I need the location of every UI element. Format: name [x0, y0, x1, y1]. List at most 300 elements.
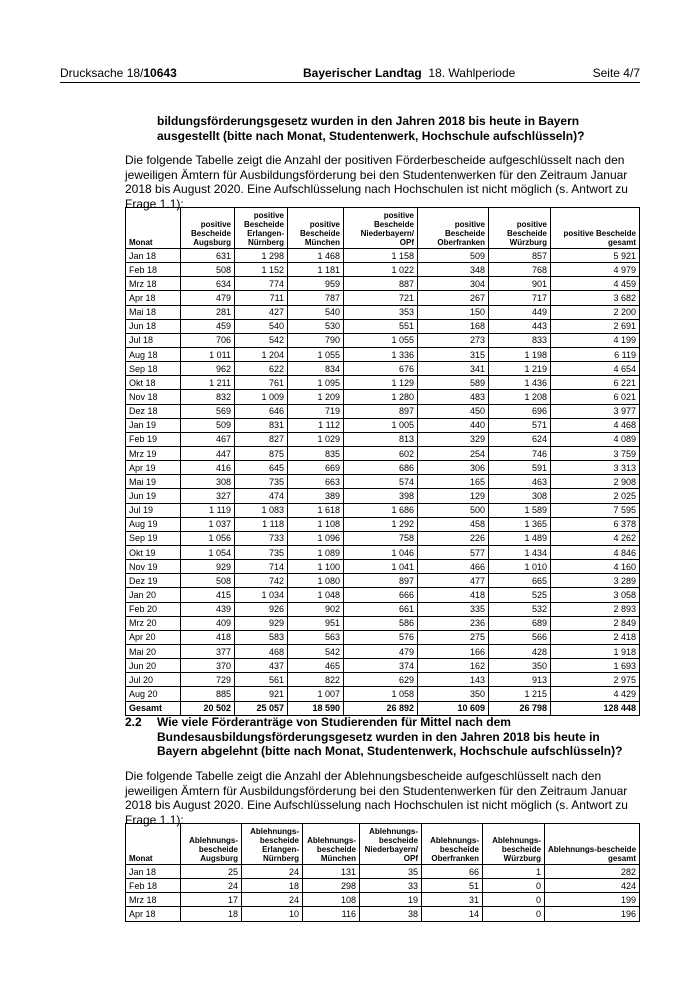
value-cell: 4 262 — [551, 531, 640, 545]
table-row — [126, 588, 640, 602]
value-cell: 449 — [489, 305, 551, 319]
month-cell: Aug 18 — [126, 347, 181, 361]
value-cell: 1 118 — [235, 517, 288, 531]
value-cell: 2 025 — [551, 489, 640, 503]
value-cell: 474 — [235, 489, 288, 503]
value-cell: 1 011 — [181, 347, 235, 361]
value-cell: 1 589 — [489, 503, 551, 517]
value-cell: 6 378 — [551, 517, 640, 531]
value-cell: 10 — [242, 907, 303, 921]
value-cell: 3 313 — [551, 461, 640, 475]
value-cell: 1 158 — [344, 249, 418, 263]
value-cell: 1 096 — [288, 531, 344, 545]
value-cell: 1 119 — [181, 503, 235, 517]
value-cell: 4 089 — [551, 432, 640, 446]
value-cell: 645 — [235, 461, 288, 475]
column-header: Ablehnungs-bescheide München — [303, 824, 360, 865]
value-cell: 962 — [181, 362, 235, 376]
column-header: Ablehnungs-bescheide Niederbayern/ OPf — [360, 824, 422, 865]
table-row — [126, 404, 640, 418]
value-cell: 566 — [489, 630, 551, 644]
value-cell: 350 — [489, 659, 551, 673]
value-cell: 477 — [418, 574, 489, 588]
month-cell: Jul 20 — [126, 673, 181, 687]
value-cell: 466 — [418, 560, 489, 574]
value-cell: 2 691 — [551, 319, 640, 333]
value-cell: 418 — [418, 588, 489, 602]
value-cell: 304 — [418, 277, 489, 291]
value-cell: 729 — [181, 673, 235, 687]
value-cell: 2 893 — [551, 602, 640, 616]
value-cell: 714 — [235, 560, 288, 574]
value-cell: 758 — [344, 531, 418, 545]
value-cell: 18 590 — [288, 701, 344, 715]
value-cell: 833 — [489, 333, 551, 347]
value-cell: 254 — [418, 446, 489, 460]
value-cell: 532 — [489, 602, 551, 616]
question-text: Wie viele Förderanträge von Studierenden für Mittel nach dem Bundesausbildungsförderungsgesetz wurden in den Jahren 2018 bis heute in Bayern abgelehnt (bitte nach Monat, Studentenwerk, Hochschule aufschlüsseln)? — [157, 715, 623, 758]
value-cell: 3 682 — [551, 291, 640, 305]
value-cell: 721 — [344, 291, 418, 305]
value-cell: 551 — [344, 319, 418, 333]
document-number: Drucksache 18/10643 — [60, 66, 177, 80]
month-cell: Mai 18 — [126, 305, 181, 319]
value-cell: 735 — [235, 475, 288, 489]
value-cell: 20 502 — [181, 701, 235, 715]
value-cell: 1 129 — [344, 376, 418, 390]
table-row — [126, 644, 640, 658]
table-row — [126, 277, 640, 291]
value-cell: 129 — [418, 489, 489, 503]
value-cell: 4 199 — [551, 333, 640, 347]
value-cell: 663 — [288, 475, 344, 489]
value-cell: 1 219 — [489, 362, 551, 376]
value-cell: 897 — [344, 574, 418, 588]
value-cell: 308 — [181, 475, 235, 489]
value-cell: 418 — [181, 630, 235, 644]
value-cell: 398 — [344, 489, 418, 503]
value-cell: 3 289 — [551, 574, 640, 588]
value-cell: 540 — [235, 319, 288, 333]
column-header: positive Bescheide Würzburg — [489, 208, 551, 249]
value-cell: 719 — [288, 404, 344, 418]
value-cell: 162 — [418, 659, 489, 673]
value-cell: 676 — [344, 362, 418, 376]
value-cell: 428 — [489, 644, 551, 658]
value-cell: 2 849 — [551, 616, 640, 630]
value-cell: 1 298 — [235, 249, 288, 263]
table-row — [126, 531, 640, 545]
value-cell: 530 — [288, 319, 344, 333]
value-cell: 3 058 — [551, 588, 640, 602]
month-cell: Jan 19 — [126, 418, 181, 432]
value-cell: 108 — [303, 893, 360, 907]
month-cell: Jan 20 — [126, 588, 181, 602]
value-cell: 1 010 — [489, 560, 551, 574]
value-cell: 508 — [181, 263, 235, 277]
question-continuation: bildungsförderungsgesetz wurden in den Jahren 2018 bis heute in Bayern ausgestellt (bitte nach Monat, Studentenwerk, Hochschule aufschlüsseln)? — [157, 114, 585, 143]
total-row — [126, 701, 640, 715]
value-cell: 571 — [489, 418, 551, 432]
value-cell: 661 — [344, 602, 418, 616]
value-cell: 591 — [489, 461, 551, 475]
page-number: Seite 4/7 — [592, 66, 640, 80]
table-row — [126, 333, 640, 347]
value-cell: 827 — [235, 432, 288, 446]
column-header: positive Bescheide gesamt — [551, 208, 640, 249]
month-cell: Mrz 18 — [126, 277, 181, 291]
value-cell: 335 — [418, 602, 489, 616]
month-cell: Sep 18 — [126, 362, 181, 376]
month-cell: Jul 18 — [126, 333, 181, 347]
value-cell: 6 119 — [551, 347, 640, 361]
table-row — [126, 893, 640, 907]
value-cell: 665 — [489, 574, 551, 588]
value-cell: 1 034 — [235, 588, 288, 602]
value-cell: 901 — [489, 277, 551, 291]
value-cell: 26 892 — [344, 701, 418, 715]
value-cell: 38 — [360, 907, 422, 921]
column-header: positive Bescheide Augsburg — [181, 208, 235, 249]
table-row — [126, 249, 640, 263]
value-cell: 31 — [422, 893, 483, 907]
value-cell: 437 — [235, 659, 288, 673]
value-cell: 275 — [418, 630, 489, 644]
value-cell: 24 — [242, 865, 303, 879]
value-cell: 1 037 — [181, 517, 235, 531]
value-cell: 24 — [242, 893, 303, 907]
month-cell: Feb 18 — [126, 879, 181, 893]
month-cell: Apr 20 — [126, 630, 181, 644]
value-cell: 443 — [489, 319, 551, 333]
value-cell: 116 — [303, 907, 360, 921]
table-row — [126, 879, 640, 893]
table-row — [126, 319, 640, 333]
column-header: positive Bescheide Erlangen-Nürnberg — [235, 208, 288, 249]
value-cell: 19 — [360, 893, 422, 907]
question-number: 2.2 — [125, 715, 142, 729]
month-cell: Mai 20 — [126, 644, 181, 658]
value-cell: 273 — [418, 333, 489, 347]
value-cell: 1 005 — [344, 418, 418, 432]
month-cell: Nov 18 — [126, 390, 181, 404]
value-cell: 2 200 — [551, 305, 640, 319]
value-cell: 717 — [489, 291, 551, 305]
value-cell: 2 908 — [551, 475, 640, 489]
table-row — [126, 446, 640, 460]
value-cell: 424 — [545, 879, 640, 893]
value-cell: 168 — [418, 319, 489, 333]
table-row — [126, 602, 640, 616]
value-cell: 1 209 — [288, 390, 344, 404]
month-cell: Jul 19 — [126, 503, 181, 517]
value-cell: 563 — [288, 630, 344, 644]
value-cell: 143 — [418, 673, 489, 687]
value-cell: 902 — [288, 602, 344, 616]
value-cell: 415 — [181, 588, 235, 602]
value-cell: 350 — [418, 687, 489, 701]
value-cell: 689 — [489, 616, 551, 630]
value-cell: 913 — [489, 673, 551, 687]
value-cell: 790 — [288, 333, 344, 347]
value-cell: 4 459 — [551, 277, 640, 291]
value-cell: 4 468 — [551, 418, 640, 432]
value-cell: 66 — [422, 865, 483, 879]
month-cell: Feb 20 — [126, 602, 181, 616]
value-cell: 1 686 — [344, 503, 418, 517]
value-cell: 427 — [235, 305, 288, 319]
value-cell: 561 — [235, 673, 288, 687]
value-cell: 389 — [288, 489, 344, 503]
value-cell: 165 — [418, 475, 489, 489]
table-row — [126, 418, 640, 432]
value-cell: 921 — [235, 687, 288, 701]
table-row — [126, 545, 640, 559]
value-cell: 525 — [489, 588, 551, 602]
table-row — [126, 376, 640, 390]
value-cell: 4 160 — [551, 560, 640, 574]
value-cell: 646 — [235, 404, 288, 418]
month-cell: Aug 19 — [126, 517, 181, 531]
value-cell: 1 208 — [489, 390, 551, 404]
value-cell: 1 280 — [344, 390, 418, 404]
table-row — [126, 362, 640, 376]
value-cell: 370 — [181, 659, 235, 673]
value-cell: 761 — [235, 376, 288, 390]
value-cell: 835 — [288, 446, 344, 460]
value-cell: 1 056 — [181, 531, 235, 545]
value-cell: 622 — [235, 362, 288, 376]
column-header: positive Bescheide München — [288, 208, 344, 249]
month-cell: Apr 19 — [126, 461, 181, 475]
value-cell: 629 — [344, 673, 418, 687]
value-cell: 374 — [344, 659, 418, 673]
value-cell: 1 112 — [288, 418, 344, 432]
value-cell: 540 — [288, 305, 344, 319]
value-cell: 1 211 — [181, 376, 235, 390]
table-row — [126, 560, 640, 574]
value-cell: 281 — [181, 305, 235, 319]
value-cell: 834 — [288, 362, 344, 376]
value-cell: 282 — [545, 865, 640, 879]
value-cell: 298 — [303, 879, 360, 893]
column-header: Ablehnungs-bescheide Augsburg — [181, 824, 242, 865]
value-cell: 1 054 — [181, 545, 235, 559]
table-row — [126, 630, 640, 644]
value-cell: 447 — [181, 446, 235, 460]
value-cell: 17 — [181, 893, 242, 907]
value-cell: 1 080 — [288, 574, 344, 588]
value-cell: 1 918 — [551, 644, 640, 658]
value-cell: 4 846 — [551, 545, 640, 559]
value-cell: 897 — [344, 404, 418, 418]
value-cell: 631 — [181, 249, 235, 263]
value-cell: 1 048 — [288, 588, 344, 602]
value-cell: 574 — [344, 475, 418, 489]
table-row — [126, 390, 640, 404]
value-cell: 450 — [418, 404, 489, 418]
month-cell: Dez 19 — [126, 574, 181, 588]
value-cell: 885 — [181, 687, 235, 701]
table-row — [126, 489, 640, 503]
value-cell: 1 468 — [288, 249, 344, 263]
value-cell: 669 — [288, 461, 344, 475]
value-cell: 0 — [483, 907, 545, 921]
value-cell: 1 204 — [235, 347, 288, 361]
value-cell: 742 — [235, 574, 288, 588]
value-cell: 832 — [181, 390, 235, 404]
table-row — [126, 475, 640, 489]
value-cell: 1 029 — [288, 432, 344, 446]
value-cell: 5 921 — [551, 249, 640, 263]
value-cell: 1 022 — [344, 263, 418, 277]
column-header: Ablehnungs-bescheide Oberfranken — [422, 824, 483, 865]
value-cell: 1 083 — [235, 503, 288, 517]
value-cell: 624 — [489, 432, 551, 446]
value-cell: 735 — [235, 545, 288, 559]
value-cell: 341 — [418, 362, 489, 376]
value-cell: 166 — [418, 644, 489, 658]
value-cell: 3 977 — [551, 404, 640, 418]
value-cell: 2 975 — [551, 673, 640, 687]
month-cell: Jun 18 — [126, 319, 181, 333]
value-cell: 1 095 — [288, 376, 344, 390]
value-cell: 329 — [418, 432, 489, 446]
table-row — [126, 291, 640, 305]
column-header: Ablehnungs-bescheide gesamt — [545, 824, 640, 865]
month-cell: Apr 18 — [126, 907, 181, 921]
value-cell: 500 — [418, 503, 489, 517]
positive-decisions-table — [125, 207, 640, 716]
month-cell: Feb 19 — [126, 432, 181, 446]
value-cell: 1 — [483, 865, 545, 879]
value-cell: 3 759 — [551, 446, 640, 460]
value-cell: 327 — [181, 489, 235, 503]
value-cell: 542 — [288, 644, 344, 658]
value-cell: 4 979 — [551, 263, 640, 277]
value-cell: 1 100 — [288, 560, 344, 574]
value-cell: 733 — [235, 531, 288, 545]
month-cell: Okt 19 — [126, 545, 181, 559]
month-cell: Jun 20 — [126, 659, 181, 673]
month-cell: Feb 18 — [126, 263, 181, 277]
value-cell: 377 — [181, 644, 235, 658]
page-header — [60, 66, 640, 83]
value-cell: 440 — [418, 418, 489, 432]
column-header: Ablehnungs-bescheide Würzburg — [483, 824, 545, 865]
value-cell: 634 — [181, 277, 235, 291]
month-cell: Apr 18 — [126, 291, 181, 305]
value-cell: 508 — [181, 574, 235, 588]
table-row — [126, 865, 640, 879]
value-cell: 1 009 — [235, 390, 288, 404]
value-cell: 1 108 — [288, 517, 344, 531]
institution-period: Bayerischer Landtag 18. Wahlperiode — [303, 66, 516, 80]
value-cell: 353 — [344, 305, 418, 319]
value-cell: 0 — [483, 879, 545, 893]
value-cell: 746 — [489, 446, 551, 460]
month-cell: Mai 19 — [126, 475, 181, 489]
table-row — [126, 616, 640, 630]
value-cell: 509 — [418, 249, 489, 263]
value-cell: 416 — [181, 461, 235, 475]
column-header: positive Bescheide Niederbayern/ OPf — [344, 208, 418, 249]
value-cell: 774 — [235, 277, 288, 291]
value-cell: 1 089 — [288, 545, 344, 559]
value-cell: 509 — [181, 418, 235, 432]
value-cell: 696 — [489, 404, 551, 418]
value-cell: 1 055 — [288, 347, 344, 361]
value-cell: 6 021 — [551, 390, 640, 404]
month-cell: Okt 18 — [126, 376, 181, 390]
table-row — [126, 907, 640, 921]
month-cell: Aug 20 — [126, 687, 181, 701]
value-cell: 0 — [483, 893, 545, 907]
value-cell: 7 595 — [551, 503, 640, 517]
table-row — [126, 673, 640, 687]
month-cell: Nov 19 — [126, 560, 181, 574]
table-row — [126, 347, 640, 361]
value-cell: 33 — [360, 879, 422, 893]
value-cell: 226 — [418, 531, 489, 545]
value-cell: 1 215 — [489, 687, 551, 701]
column-header: positive Bescheide Oberfranken — [418, 208, 489, 249]
value-cell: 463 — [489, 475, 551, 489]
value-cell: 959 — [288, 277, 344, 291]
value-cell: 887 — [344, 277, 418, 291]
value-cell: 951 — [288, 616, 344, 630]
value-cell: 306 — [418, 461, 489, 475]
month-cell: Jun 19 — [126, 489, 181, 503]
value-cell: 18 — [181, 907, 242, 921]
value-cell: 308 — [489, 489, 551, 503]
table-row — [126, 461, 640, 475]
value-cell: 1 058 — [344, 687, 418, 701]
value-cell: 586 — [344, 616, 418, 630]
value-cell: 6 221 — [551, 376, 640, 390]
value-cell: 929 — [235, 616, 288, 630]
value-cell: 1 292 — [344, 517, 418, 531]
value-cell: 1 152 — [235, 263, 288, 277]
value-cell: 1 434 — [489, 545, 551, 559]
value-cell: 831 — [235, 418, 288, 432]
value-cell: 1 046 — [344, 545, 418, 559]
value-cell: 348 — [418, 263, 489, 277]
value-cell: 1 055 — [344, 333, 418, 347]
column-header: Ablehnungs-bescheide Erlangen-Nürnberg — [242, 824, 303, 865]
value-cell: 128 448 — [551, 701, 640, 715]
value-cell: 926 — [235, 602, 288, 616]
month-cell: Dez 18 — [126, 404, 181, 418]
value-cell: 14 — [422, 907, 483, 921]
value-cell: 1 436 — [489, 376, 551, 390]
value-cell: 409 — [181, 616, 235, 630]
value-cell: 439 — [181, 602, 235, 616]
value-cell: 787 — [288, 291, 344, 305]
column-header: Monat — [126, 208, 181, 249]
month-cell: Jan 18 — [126, 865, 181, 879]
value-cell: 25 — [181, 865, 242, 879]
answer-paragraph-1: Die folgende Tabelle zeigt die Anzahl der positiven Förderbescheide aufgeschlüsselt nach den jeweiligen Ämtern für Ausbildungsförderung bei den Studentenwerken für den Zeitraum Januar 2018 bis August 2020. Eine Aufschlüsselung nach Hochschulen ist nicht möglich (s. Antwort zu Frage 1.1): — [125, 153, 628, 211]
value-cell: 666 — [344, 588, 418, 602]
table-row — [126, 305, 640, 319]
value-cell: 267 — [418, 291, 489, 305]
value-cell: 1 618 — [288, 503, 344, 517]
value-cell: 768 — [489, 263, 551, 277]
value-cell: 857 — [489, 249, 551, 263]
table-row — [126, 517, 640, 531]
value-cell: 458 — [418, 517, 489, 531]
